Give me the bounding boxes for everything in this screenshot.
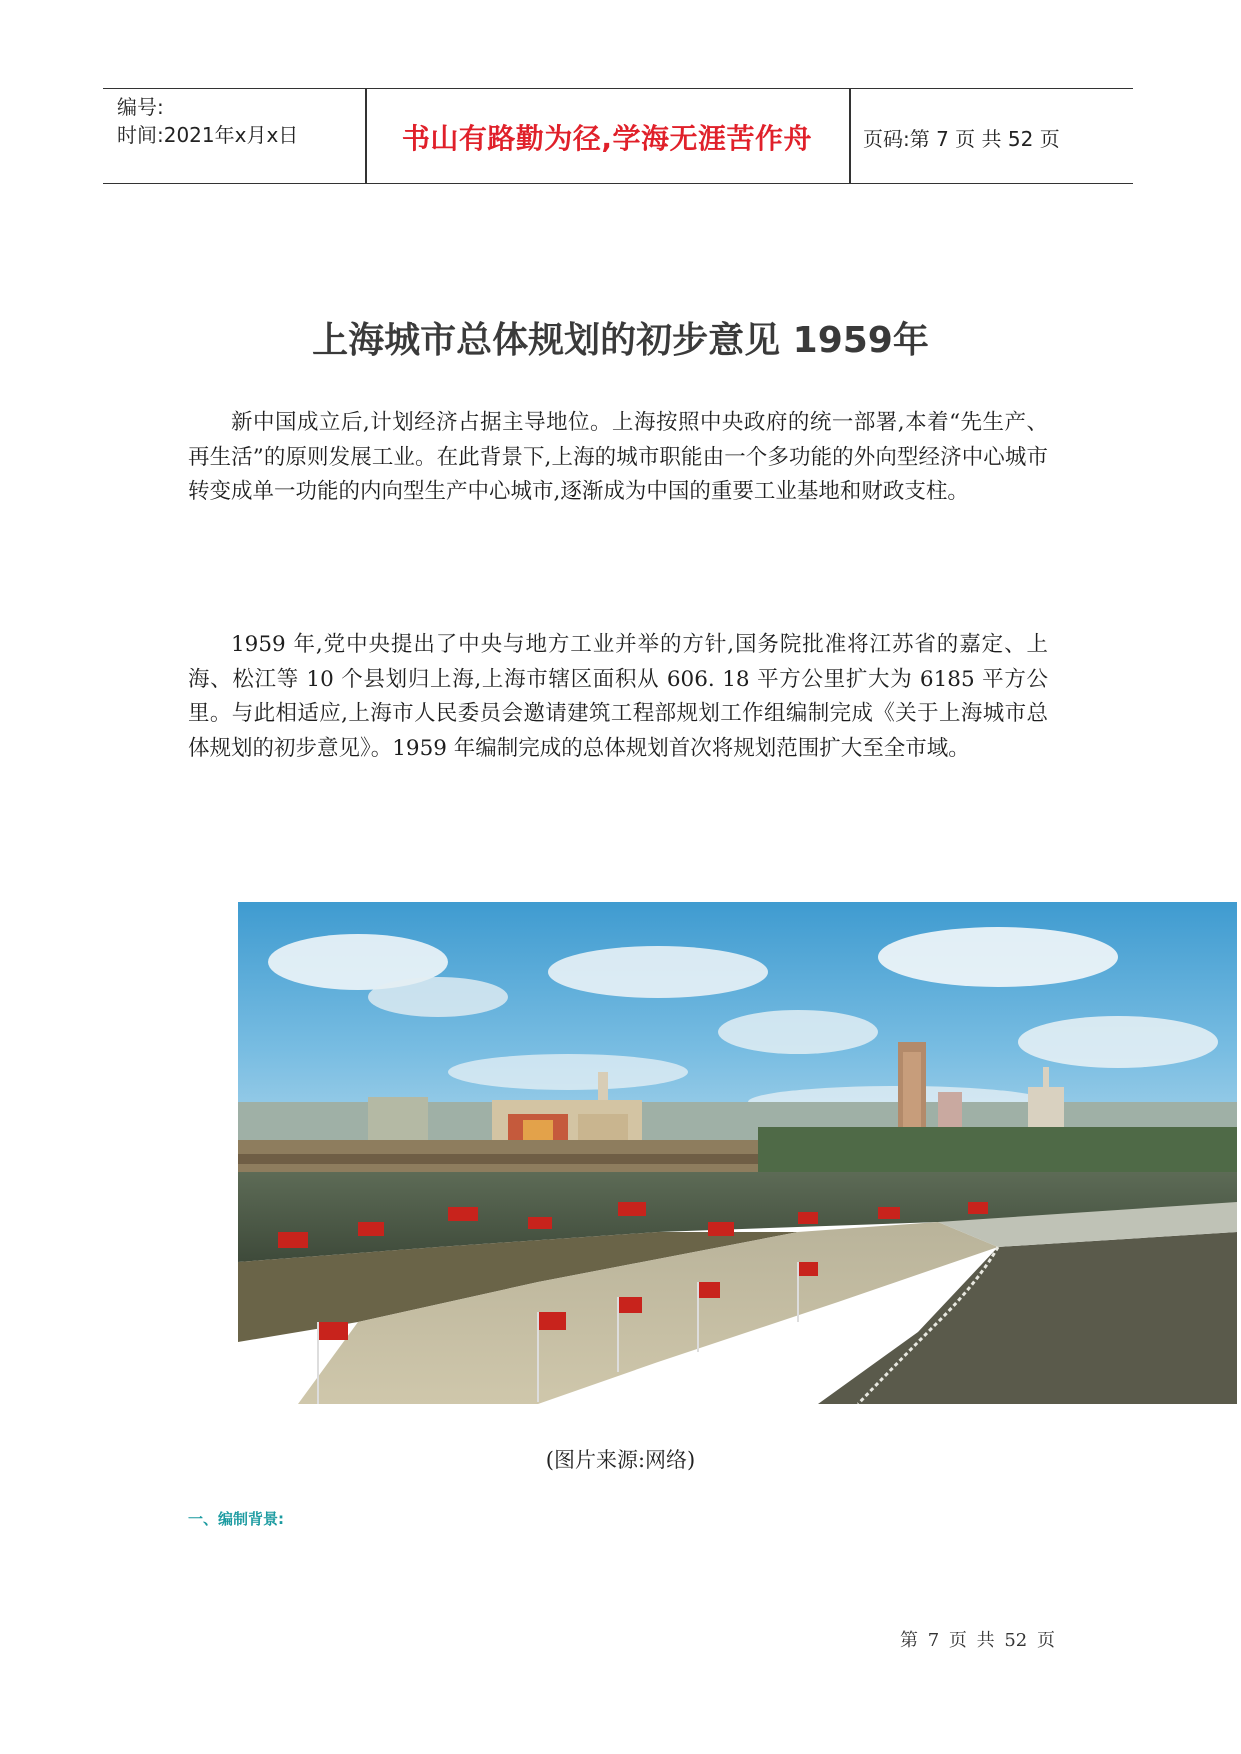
historical-square-photo [238,902,1237,1404]
paragraph-1: 新中国成立后,计划经济占据主导地位。上海按照中央政府的统一部署,本着“先生产、再生活”的原则发展工业。在此背景下,上海的城市职能由一个多功能的外向型经济中心城市转变成单一功能的内向型生产中心城市,逐渐成为中国的重要工业基地和财政支柱。 [188,410,1048,504]
page-footer: 第 7 页 共 52 页 [900,1630,1055,1651]
header-time-label: 时间:2021年x月x日 [117,123,299,147]
header-motto: 书山有路勤为径,学海无涯苦作舟 [401,122,813,155]
header-divider-right [849,89,851,183]
paragraph-2: 1959 年,党中央提出了中央与地方工业并举的方针,国务院批准将江苏省的嘉定、上海、松江等 10 个县划归上海,上海市辖区面积从 606. 18 平方公里扩大为 6185 平方公里。与此相适应,上海市人民委员会邀请建筑工程部规划工作组编制完成《关于上海城市总体规划的初步意见》。1959 年编制完成的总体规划首次将规划范围扩大至全市域。 [188,632,1048,761]
header-meta [117,93,298,149]
page-header [103,88,1133,184]
document-title: 上海城市总体规划的初步意见 1959年 [312,320,929,361]
section-heading: 一、编制背景: [188,1510,284,1528]
header-page-label: 页码:第 7 页 共 52 页 [863,127,1060,151]
header-number-label: 编号: [117,95,164,119]
photo-caption: (图片来源:网络) [545,1448,696,1472]
